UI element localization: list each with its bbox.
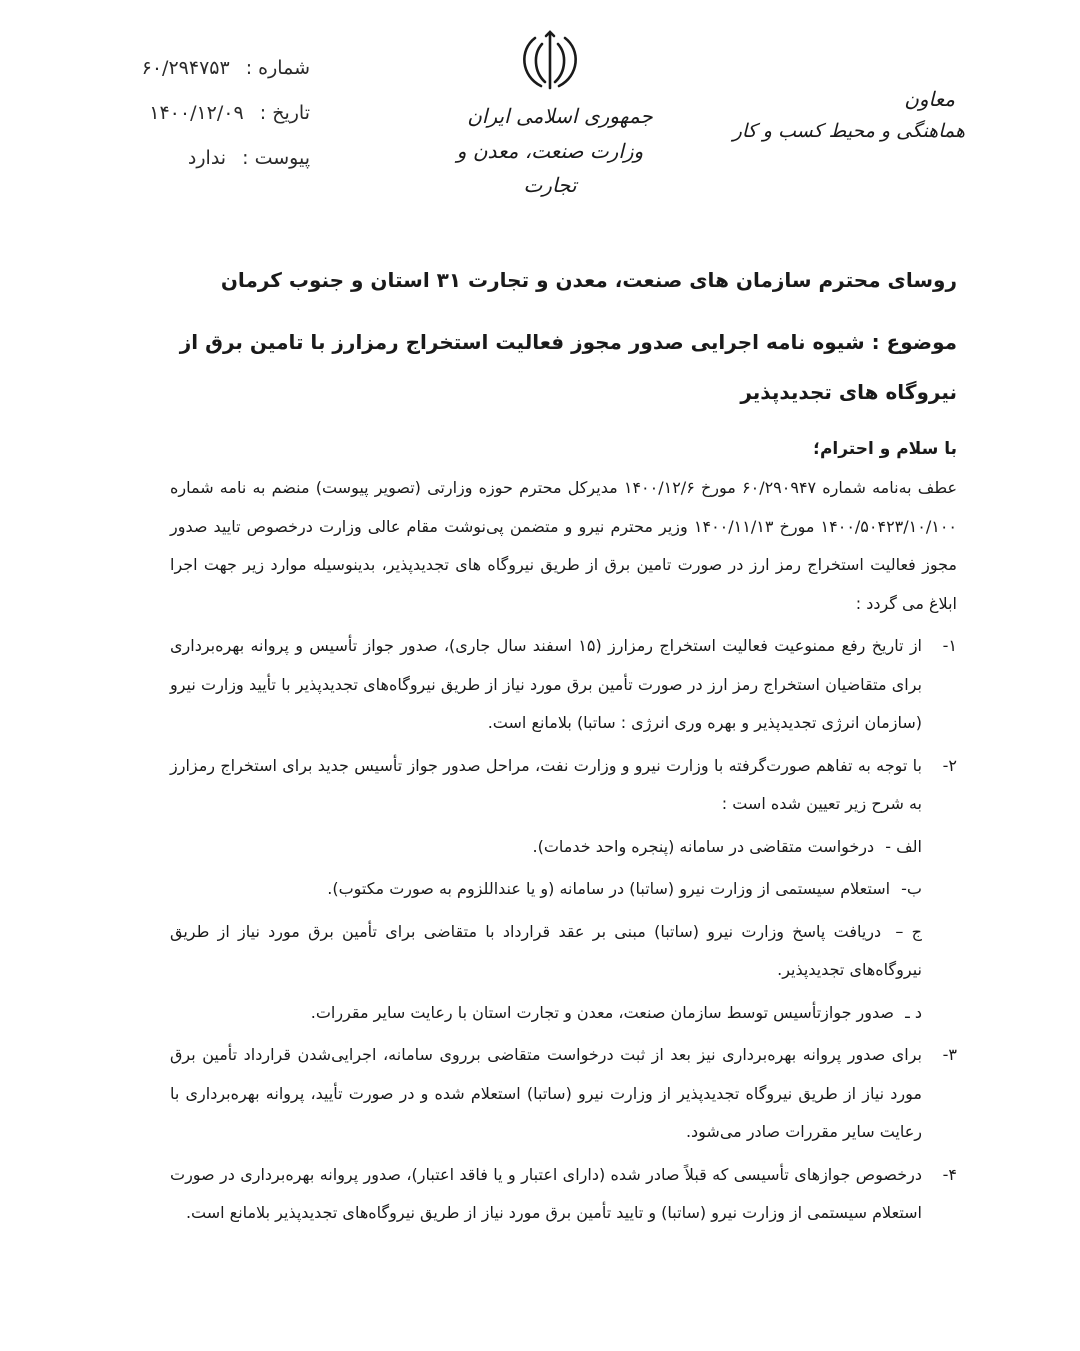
list-item-3 xyxy=(170,1036,957,1152)
greeting: با سلام و احترام؛ xyxy=(813,439,957,459)
deputy-title: معاون xyxy=(904,87,955,111)
sub-item-letter: الف - xyxy=(885,836,922,856)
sub-item-jim xyxy=(170,913,922,990)
number-label: شماره : xyxy=(245,57,310,79)
item-number: ۳- xyxy=(942,1045,957,1064)
letter-body xyxy=(170,255,957,1233)
date-line xyxy=(100,93,310,138)
sub-item-letter: ب- xyxy=(901,879,922,898)
sub-item-alef xyxy=(170,828,922,867)
subject-line: موضوع : شیوه نامه اجرایی صدور مجوز فعالیت استخراج رمزارز با تامین برق از نیروگاه های تجدیدپذیر xyxy=(179,330,957,404)
letter-metadata xyxy=(100,48,310,183)
item-text: برای صدور پروانه بهره‌برداری نیز بعد از ثبت درخواست متقاضی برروی سامانه، اجرایی‌شدن قرارداد تأمین برق مورد نیاز از طریق نیروگاه تجدیدپذیر از وزارت نیرو (ساتبا) استعلام شده و در صورت تأیید، پروانه بهره‌برداری با رعایت سایر مقررات صادر می‌شود. xyxy=(170,1045,922,1141)
date-label: تاریخ : xyxy=(259,102,310,124)
sub-item-text: استعلام سیستمی از وزارت نیرو (ساتبا) در سامانه (و یا عنداللزوم به صورت مکتوب). xyxy=(327,879,891,898)
item-number: ۴- xyxy=(942,1164,957,1184)
attachment-value: ندارد xyxy=(187,147,227,169)
deputy-subtitle: هماهنگی و محیط کسب و کار xyxy=(732,120,965,142)
sub-item-be xyxy=(170,870,922,909)
sub-item-letter: ج – xyxy=(895,921,923,941)
number-line xyxy=(100,48,310,93)
number-value: ۶۰/۲۹۴۷۵۳ xyxy=(141,57,230,79)
list-item-2 xyxy=(170,747,957,1033)
intro-paragraph: عطف به‌نامه شماره ۶۰/۲۹۰۹۴۷ مورخ ۱۴۰۰/۱۲/۶ مدیرکل محترم حوزه وزارتی (تصویر پیوست) منضم به نامه شماره ۱۴۰۰/۵۰۴۲۳/۱۰/۱۰۰ مورخ ۱۴۰۰/۱۱/۱۳ وزیر محترم نیرو و متضمن پی‌نوشت مقام عالی وزارت درخصوص تایید صدور مجوز فعالیت استخراج رمز ارز در صورت تامین برق از طریق نیروگاه های تجدیدپذیر، بدینوسیله موارد زیر جهت اجرا ابلاغ می گردد : xyxy=(170,478,958,613)
list-item-4 xyxy=(170,1156,957,1233)
addressee: روسای محترم سازمان های صنعت، معدن و تجارت ۳۱ استان و جنوب کرمان xyxy=(220,268,957,292)
item-text: از تاریخ رفع ممنوعیت فعالیت استخراج رمزارز (۱۵ اسفند سال جاری)، صدور جواز تأسیس و پروانه بهره‌برداری برای متقاضیان استخراج رمز ارز در صورت تأمین برق مورد نیاز از طریق نیروگاه‌های تجدیدپذیر با تأیید وزارت نیرو (سازمان انرژی تجدیدپذیر و بهره وری انرژی : ساتبا) بلامانع است. xyxy=(170,636,922,732)
item-text: درخصوص جوازهای تأسیسی که قبلاً صادر شده (دارای اعتبار و یا فاقد اعتبار)، صدور پروانه بهره‌برداری در صورت استعلام سیستمی از وزارت نیرو (ساتبا) و تایید تأمین برق مورد نیاز از طریق نیروگاه‌های تجدیدپذیر بلامانع است. xyxy=(170,1164,922,1222)
ministry-title: وزارت صنعت، معدن و تجارت xyxy=(456,139,644,197)
item-number: ۱- xyxy=(942,636,957,655)
letterhead xyxy=(430,30,670,202)
item-number: ۲- xyxy=(942,755,957,775)
republic-title: جمهوری اسلامی ایران xyxy=(467,104,653,128)
attachment-line xyxy=(100,138,310,183)
sub-item-text: دریافت پاسخ وزارت نیرو (ساتبا) مبنی بر عقد قرارداد با متقاضی برای تأمین برق مورد نیاز از طریق نیروگاه‌های تجدیدپذیر. xyxy=(170,921,922,979)
sub-item-text: صدور جوازتأسیس توسط سازمان صنعت، معدن و تجارت استان با رعایت سایر مقررات. xyxy=(310,1002,894,1022)
iran-emblem-icon xyxy=(515,30,585,92)
attachment-label: پیوست : xyxy=(242,147,310,169)
deputy-block xyxy=(732,82,965,146)
item-text: با توجه به تفاهم صورت‌گرفته با وزارت نیرو و وزارت نفت، مراحل صدور جواز تأسیس جدید برای استخراج رمزارز به شرح زیر تعیین شده است : xyxy=(170,755,922,813)
list-item-1 xyxy=(170,627,957,743)
sub-item-letter: د ـ xyxy=(905,1002,922,1022)
sub-item-text: درخواست متقاضی در سامانه (پنجره واحد خدمات). xyxy=(532,836,875,856)
date-value: ۱۴۰۰/۱۲/۰۹ xyxy=(149,102,244,124)
sub-item-dal xyxy=(170,994,922,1033)
